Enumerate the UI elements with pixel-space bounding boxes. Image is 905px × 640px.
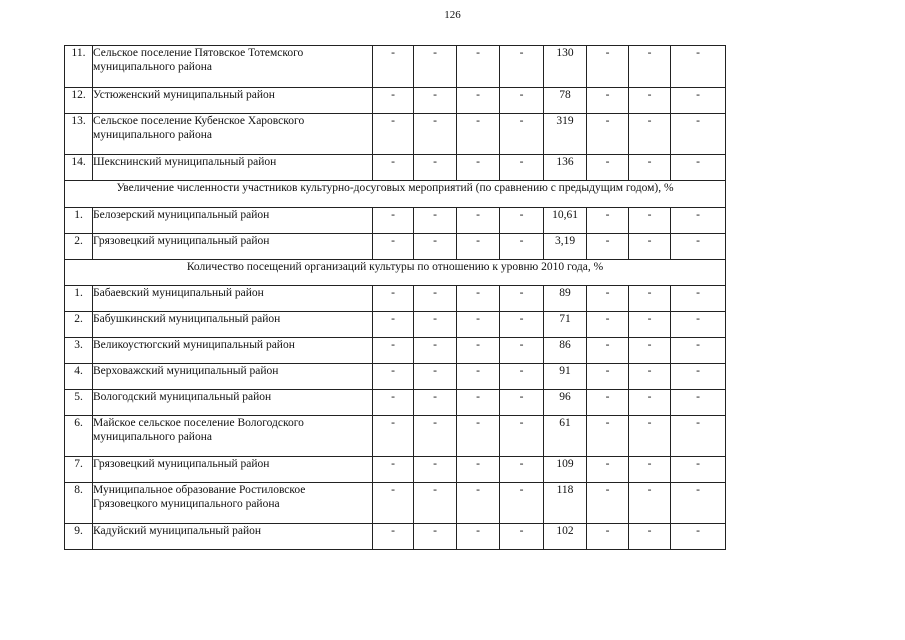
value-cell: 89 — [544, 286, 587, 312]
value-cell: - — [671, 338, 726, 364]
value-cell: - — [671, 364, 726, 390]
value-cell: - — [414, 114, 457, 155]
value-cell: - — [373, 364, 414, 390]
value-cell: - — [373, 416, 414, 457]
value-cell: 130 — [544, 46, 587, 88]
value-cell: - — [500, 364, 544, 390]
value-cell: - — [587, 234, 629, 260]
table-row — [65, 524, 726, 550]
value-cell: - — [414, 416, 457, 457]
value-cell: - — [629, 114, 671, 155]
municipality-name: Бабаевский муниципальный район — [93, 286, 373, 312]
value-cell: - — [629, 457, 671, 483]
row-number: 7. — [65, 457, 93, 483]
value-cell: - — [373, 155, 414, 181]
value-cell: - — [457, 483, 500, 524]
value-cell: - — [587, 338, 629, 364]
value-cell: - — [414, 312, 457, 338]
value-cell: - — [671, 88, 726, 114]
row-number: 3. — [65, 338, 93, 364]
value-cell: - — [671, 390, 726, 416]
value-cell: - — [414, 155, 457, 181]
value-cell: - — [457, 114, 500, 155]
value-cell: 96 — [544, 390, 587, 416]
value-cell: - — [457, 312, 500, 338]
value-cell: - — [414, 208, 457, 234]
value-cell: - — [373, 46, 414, 88]
value-cell: - — [373, 88, 414, 114]
row-number: 5. — [65, 390, 93, 416]
value-cell: - — [457, 286, 500, 312]
value-cell: 102 — [544, 524, 587, 550]
value-cell: - — [414, 364, 457, 390]
value-cell: - — [587, 390, 629, 416]
municipality-name: Муниципальное образование Ростиловское Грязовецкого муниципального района — [93, 483, 373, 524]
page-number: 126 — [444, 9, 461, 21]
table-row — [65, 46, 726, 88]
value-cell: - — [500, 338, 544, 364]
value-cell: - — [457, 338, 500, 364]
value-cell: - — [629, 416, 671, 457]
table-row — [65, 155, 726, 181]
row-number: 6. — [65, 416, 93, 457]
value-cell: 10,61 — [544, 208, 587, 234]
value-cell: - — [587, 114, 629, 155]
value-cell: - — [587, 457, 629, 483]
table-row — [65, 364, 726, 390]
value-cell: - — [457, 208, 500, 234]
value-cell: - — [373, 483, 414, 524]
value-cell: - — [587, 312, 629, 338]
value-cell: - — [414, 524, 457, 550]
municipality-name: Шекснинский муниципальный район — [93, 155, 373, 181]
value-cell: - — [500, 208, 544, 234]
value-cell: - — [457, 88, 500, 114]
row-number: 8. — [65, 483, 93, 524]
value-cell: - — [414, 46, 457, 88]
value-cell: - — [373, 286, 414, 312]
table-row — [65, 208, 726, 234]
municipality-name: Грязовецкий муниципальный район — [93, 457, 373, 483]
value-cell: - — [629, 46, 671, 88]
value-cell: - — [500, 234, 544, 260]
table-row — [65, 286, 726, 312]
table-row — [65, 234, 726, 260]
row-number: 12. — [65, 88, 93, 114]
municipality-name: Бабушкинский муниципальный район — [93, 312, 373, 338]
value-cell: 136 — [544, 155, 587, 181]
value-cell: - — [671, 46, 726, 88]
municipality-name: Устюженский муниципальный район — [93, 88, 373, 114]
value-cell: 3,19 — [544, 234, 587, 260]
value-cell: - — [629, 312, 671, 338]
table-row — [65, 312, 726, 338]
value-cell: - — [457, 457, 500, 483]
row-number: 13. — [65, 114, 93, 155]
value-cell: - — [671, 286, 726, 312]
row-number: 1. — [65, 208, 93, 234]
value-cell: 91 — [544, 364, 587, 390]
value-cell: - — [457, 390, 500, 416]
value-cell: - — [629, 234, 671, 260]
row-number: 2. — [65, 312, 93, 338]
indicators-table — [64, 45, 726, 550]
value-cell: - — [629, 286, 671, 312]
row-number: 1. — [65, 286, 93, 312]
section-title: Увеличение численности участников культурно-досуговых мероприятий (по сравнению с предыдущим годом), % — [65, 181, 726, 208]
value-cell: - — [587, 208, 629, 234]
value-cell: - — [629, 88, 671, 114]
value-cell: - — [414, 390, 457, 416]
value-cell: - — [500, 46, 544, 88]
value-cell: - — [373, 114, 414, 155]
table-row — [65, 338, 726, 364]
row-number: 14. — [65, 155, 93, 181]
value-cell: - — [587, 364, 629, 390]
value-cell: - — [500, 483, 544, 524]
section-header-row — [65, 260, 726, 286]
value-cell: - — [587, 524, 629, 550]
value-cell: - — [671, 312, 726, 338]
value-cell: - — [671, 483, 726, 524]
value-cell: - — [500, 524, 544, 550]
municipality-name: Сельское поселение Кубенское Харовского муниципального района — [93, 114, 373, 155]
value-cell: - — [587, 286, 629, 312]
municipality-name: Вологодский муниципальный район — [93, 390, 373, 416]
value-cell: - — [414, 88, 457, 114]
value-cell: - — [587, 155, 629, 181]
row-number: 4. — [65, 364, 93, 390]
value-cell: 118 — [544, 483, 587, 524]
value-cell: - — [414, 483, 457, 524]
value-cell: 71 — [544, 312, 587, 338]
value-cell: - — [457, 364, 500, 390]
value-cell: - — [500, 88, 544, 114]
value-cell: - — [457, 234, 500, 260]
value-cell: - — [629, 390, 671, 416]
value-cell: - — [500, 416, 544, 457]
value-cell: - — [457, 46, 500, 88]
value-cell: - — [414, 286, 457, 312]
value-cell: - — [629, 155, 671, 181]
value-cell: 78 — [544, 88, 587, 114]
municipality-name: Белозерский муниципальный район — [93, 208, 373, 234]
municipality-name: Майское сельское поселение Вологодского муниципального района — [93, 416, 373, 457]
value-cell: - — [457, 416, 500, 457]
value-cell: - — [373, 338, 414, 364]
table-row — [65, 483, 726, 524]
table-row — [65, 416, 726, 457]
value-cell: 109 — [544, 457, 587, 483]
value-cell: - — [587, 483, 629, 524]
value-cell: - — [587, 88, 629, 114]
value-cell: - — [500, 286, 544, 312]
table-body — [65, 46, 726, 550]
section-header-row — [65, 181, 726, 208]
value-cell: - — [500, 390, 544, 416]
value-cell: - — [629, 338, 671, 364]
value-cell: - — [373, 234, 414, 260]
value-cell: - — [587, 46, 629, 88]
municipality-name: Грязовецкий муниципальный район — [93, 234, 373, 260]
municipality-name: Кадуйский муниципальный район — [93, 524, 373, 550]
value-cell: - — [500, 155, 544, 181]
table-row — [65, 390, 726, 416]
value-cell: - — [629, 208, 671, 234]
value-cell: - — [457, 524, 500, 550]
value-cell: - — [671, 234, 726, 260]
row-number: 11. — [65, 46, 93, 88]
municipality-name: Верховажский муниципальный район — [93, 364, 373, 390]
value-cell: - — [373, 524, 414, 550]
municipality-name: Сельское поселение Пятовское Тотемского муниципального района — [93, 46, 373, 88]
value-cell: - — [629, 364, 671, 390]
row-number: 2. — [65, 234, 93, 260]
value-cell: - — [671, 416, 726, 457]
value-cell: - — [373, 208, 414, 234]
section-title: Количество посещений организаций культуры по отношению к уровню 2010 года, % — [65, 260, 726, 286]
value-cell: - — [671, 524, 726, 550]
row-number: 9. — [65, 524, 93, 550]
value-cell: - — [414, 457, 457, 483]
table-row — [65, 114, 726, 155]
value-cell: - — [671, 155, 726, 181]
value-cell: - — [671, 114, 726, 155]
value-cell: - — [671, 457, 726, 483]
value-cell: 61 — [544, 416, 587, 457]
value-cell: - — [457, 155, 500, 181]
value-cell: - — [629, 524, 671, 550]
value-cell: - — [373, 457, 414, 483]
table-row — [65, 457, 726, 483]
value-cell: - — [500, 457, 544, 483]
value-cell: - — [414, 338, 457, 364]
value-cell: - — [500, 312, 544, 338]
value-cell: - — [671, 208, 726, 234]
municipality-name: Великоустюгский муниципальный район — [93, 338, 373, 364]
value-cell: 86 — [544, 338, 587, 364]
value-cell: - — [414, 234, 457, 260]
value-cell: - — [587, 416, 629, 457]
value-cell: - — [373, 390, 414, 416]
value-cell: - — [629, 483, 671, 524]
value-cell: 319 — [544, 114, 587, 155]
value-cell: - — [373, 312, 414, 338]
value-cell: - — [500, 114, 544, 155]
table-row — [65, 88, 726, 114]
